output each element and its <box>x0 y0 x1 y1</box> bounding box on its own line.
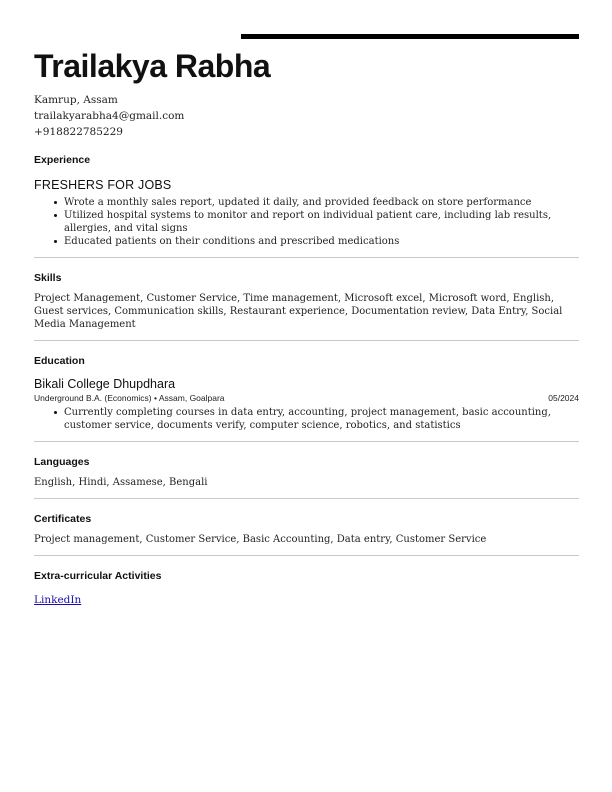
education-bullets <box>34 406 579 432</box>
resume-content <box>34 46 579 617</box>
languages-section <box>34 442 579 499</box>
degree-line: Underground B.A. (Economics) • Assam, Goalpara <box>34 393 225 403</box>
phone: +918822785229 <box>34 126 123 138</box>
list-item: Educated patients on their conditions and prescribed medications <box>64 235 579 248</box>
education-section <box>34 341 579 442</box>
skills-section <box>34 258 579 341</box>
skills-heading: Skills <box>34 272 62 284</box>
school-name: Bikali College Dhupdhara <box>34 377 176 391</box>
linkedin-link[interactable]: LinkedIn <box>34 594 82 606</box>
graduation-date: 05/2024 <box>548 393 579 403</box>
experience-section <box>34 140 579 258</box>
certificates-text: Project management, Customer Service, Basic Accounting, Data entry, Customer Service <box>34 534 487 545</box>
location: Kamrup, Assam <box>34 94 118 106</box>
contact-info <box>34 92 579 140</box>
experience-bullets <box>34 196 579 248</box>
candidate-name: Trailakya Rabha <box>34 48 271 84</box>
certificates-heading: Certificates <box>34 513 92 525</box>
certificates-section <box>34 499 579 556</box>
list-item: Utilized hospital systems to monitor and report on individual patient care, including lab results, allergies, and vital signs <box>64 209 579 235</box>
extracurricular-heading: Extra-curricular Activities <box>34 570 162 582</box>
languages-text: English, Hindi, Assamese, Bengali <box>34 477 208 488</box>
education-heading: Education <box>34 355 85 367</box>
skills-text: Project Management, Customer Service, Time management, Microsoft excel, Microsoft word, English, Guest services, Communication skills, Restaurant experience, Documentation review, Data Entry, Social Media Management <box>34 293 563 330</box>
list-item: Wrote a monthly sales report, updated it daily, and provided feedback on store performance <box>64 196 579 209</box>
email: trailakyarabha4@gmail.com <box>34 110 185 122</box>
degree-row <box>34 393 579 403</box>
list-item: Currently completing courses in data entry, accounting, project management, basic accounting, customer service, documents verify, computer science, robotics, and statistics <box>64 406 579 432</box>
header-accent-bar <box>241 34 579 39</box>
languages-heading: Languages <box>34 456 90 468</box>
extracurricular-section <box>34 556 579 617</box>
experience-heading: Experience <box>34 154 91 166</box>
job-title: FRESHERS FOR JOBS <box>34 178 172 192</box>
